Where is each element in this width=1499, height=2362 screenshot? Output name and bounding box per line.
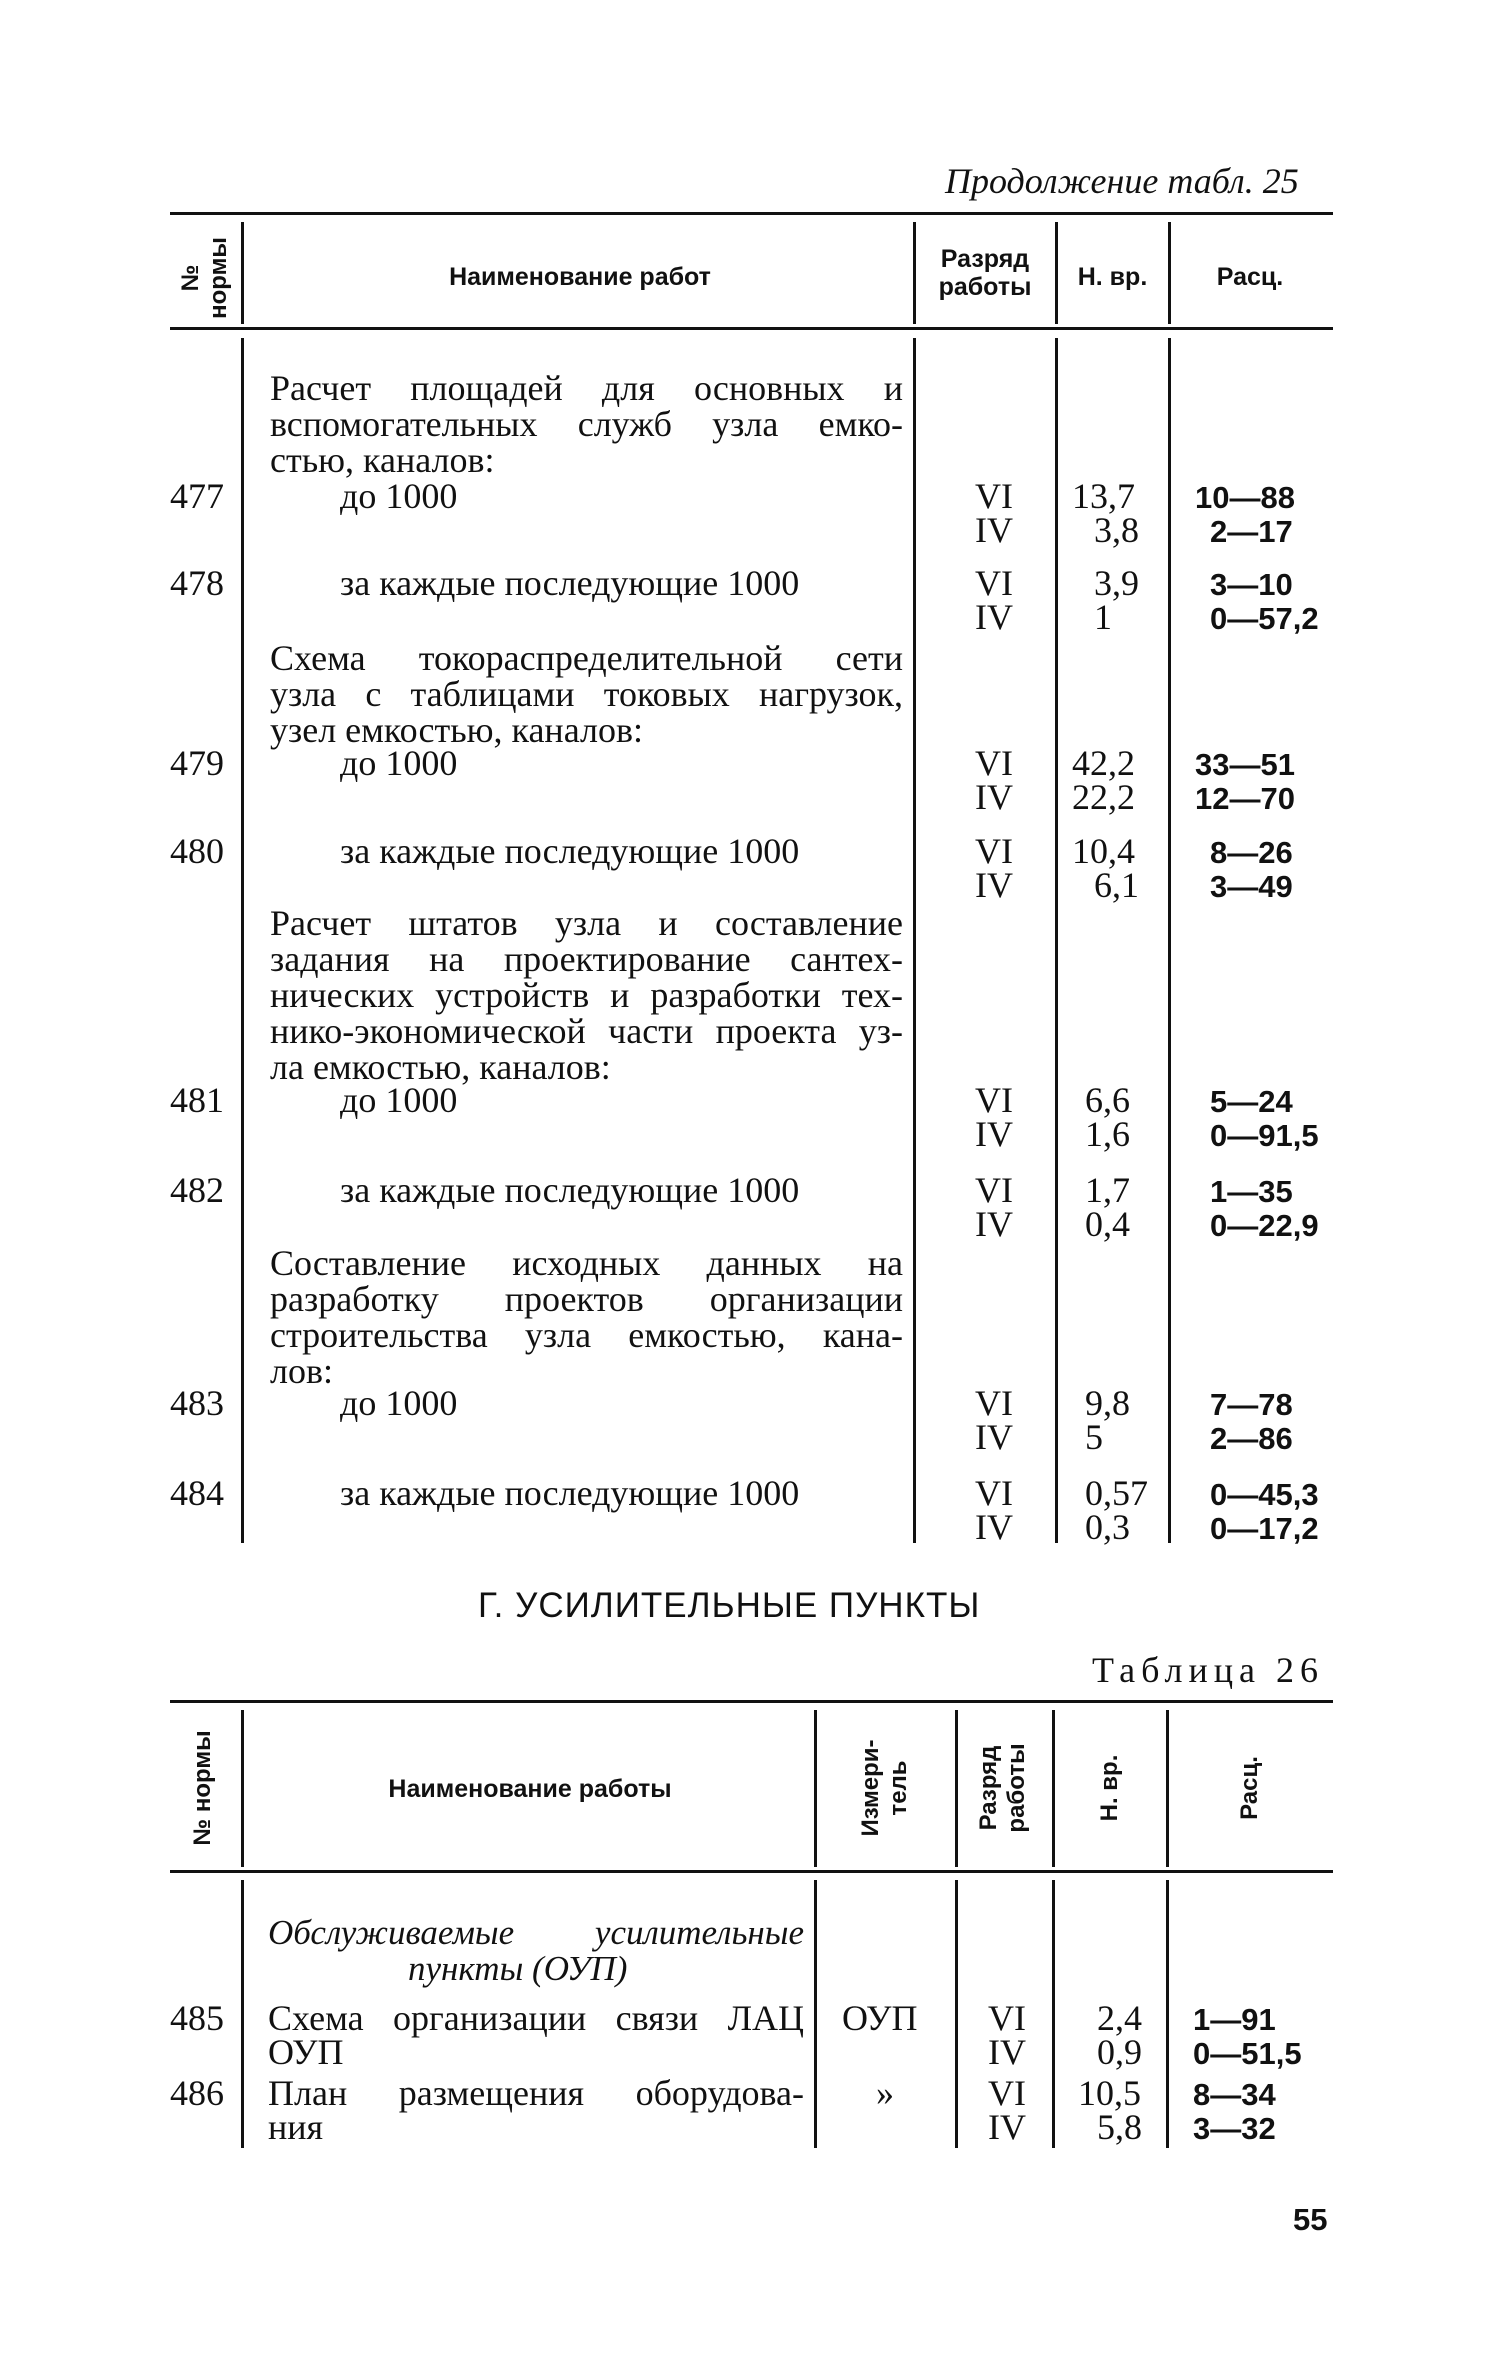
table-25-header-no: № нормы xyxy=(177,237,232,319)
table-26-header-divider xyxy=(1052,1710,1055,1867)
table-25-body-divider xyxy=(913,338,916,1543)
row-name: за каждые последующие 1000 xyxy=(340,831,800,871)
row-rate: 33—51 xyxy=(1195,747,1295,782)
row-grade: IV xyxy=(988,2107,1026,2147)
row-grade: VI xyxy=(988,2073,1026,2113)
row-rate: 10—88 xyxy=(1195,480,1295,515)
intro-line: Схема токораспределительной сети xyxy=(270,638,903,678)
row-grade: VI xyxy=(988,1998,1026,2038)
table-26-header-hours: Н. вр. xyxy=(1096,1754,1123,1822)
table-26-header-no: № нормы xyxy=(189,1730,216,1846)
table-26-header-divider xyxy=(814,1710,817,1867)
table-25-header-grade: Разряд работы xyxy=(938,245,1032,301)
intro-line: строительства узла емкостью, кана- xyxy=(270,1315,903,1355)
table-26-header-name: Наименование работы xyxy=(388,1775,672,1803)
row-hours: 0,3 xyxy=(1085,1507,1130,1547)
row-rate: 0—45,3 xyxy=(1210,1477,1319,1512)
table-26-header-divider xyxy=(955,1710,958,1867)
row-hours: 22,2 xyxy=(1072,777,1135,817)
row-number: 482 xyxy=(170,1170,224,1210)
row-hours: 10,5 xyxy=(1078,2073,1141,2113)
table-26-body-divider xyxy=(1166,1880,1169,2148)
row-rate: 3—10 xyxy=(1210,567,1293,602)
table-25-header-name: Наименование работ xyxy=(449,263,711,291)
intro-line: разработку проектов организации xyxy=(270,1279,903,1319)
intro-line: Составление исходных данных на xyxy=(270,1243,903,1283)
row-number: 479 xyxy=(170,743,224,783)
table-26-caption: Таблица 26 xyxy=(1092,1650,1324,1690)
row-rate: 1—91 xyxy=(1193,2002,1276,2037)
row-grade: IV xyxy=(975,1507,1013,1547)
row-grade: VI xyxy=(975,1170,1013,1210)
intro-line: нико-экономической части проекта уз- xyxy=(270,1011,903,1051)
table-25-header-rate: Расц. xyxy=(1216,263,1284,291)
row-rate: 5—24 xyxy=(1210,1084,1293,1119)
row-hours: 0,4 xyxy=(1085,1204,1130,1244)
row-rate: 7—78 xyxy=(1210,1387,1293,1422)
row-grade: VI xyxy=(975,563,1013,603)
row-rate: 8—26 xyxy=(1210,835,1293,870)
row-number: 486 xyxy=(170,2073,224,2113)
row-hours: 0,57 xyxy=(1085,1473,1148,1513)
table-25-header-divider xyxy=(913,222,916,324)
row-hours: 1 xyxy=(1094,597,1112,637)
row-hours: 9,8 xyxy=(1085,1383,1130,1423)
row-rate: 0—17,2 xyxy=(1210,1511,1319,1546)
table-26-subheading: пункты (ОУП) xyxy=(408,1949,628,1988)
row-rate: 3—32 xyxy=(1193,2111,1276,2146)
row-name: Схема организации связи ЛАЦ xyxy=(268,1998,804,2038)
table-25-body-divider xyxy=(1168,338,1171,1543)
row-grade: IV xyxy=(975,597,1013,637)
table-25-header-divider xyxy=(1055,222,1058,324)
row-number: 484 xyxy=(170,1473,224,1513)
intro-line: ла емкостью, каналов: xyxy=(270,1047,611,1087)
table-25-header-divider xyxy=(1168,222,1171,324)
row-name: ния xyxy=(268,2107,324,2147)
table-25-body-divider xyxy=(1055,338,1058,1543)
row-grade: VI xyxy=(975,1080,1013,1120)
table-26-header-divider xyxy=(241,1710,244,1867)
table-26-body-divider xyxy=(241,1880,244,2148)
row-grade: IV xyxy=(975,1204,1013,1244)
row-grade: IV xyxy=(975,1114,1013,1154)
table-26-header-grade: Разряд работы xyxy=(975,1743,1030,1833)
row-number: 481 xyxy=(170,1080,224,1120)
row-grade: VI xyxy=(975,476,1013,516)
row-name: до 1000 xyxy=(340,743,458,783)
table-25-top-rule xyxy=(170,212,1333,215)
table-26-body-divider xyxy=(1052,1880,1055,2148)
table-26-body-divider xyxy=(814,1880,817,2148)
row-hours: 10,4 xyxy=(1072,831,1135,871)
row-number: 480 xyxy=(170,831,224,871)
row-rate: 2—17 xyxy=(1210,514,1293,549)
row-grade: VI xyxy=(975,1383,1013,1423)
table-26-top-rule xyxy=(170,1700,1333,1703)
table-25-header-rule xyxy=(170,327,1333,330)
row-number: 478 xyxy=(170,563,224,603)
row-hours: 3,8 xyxy=(1094,510,1139,550)
table-26-body-divider xyxy=(955,1880,958,2148)
row-grade: VI xyxy=(975,1473,1013,1513)
row-meter: ОУП xyxy=(842,1998,918,2038)
row-hours: 42,2 xyxy=(1072,743,1135,783)
page-number: 55 xyxy=(1293,2202,1328,2237)
row-rate: 12—70 xyxy=(1195,781,1295,816)
section-heading: Г. УСИЛИТЕЛЬНЫЕ ПУНКТЫ xyxy=(478,1586,981,1625)
row-name: до 1000 xyxy=(340,1383,458,1423)
row-grade: VI xyxy=(975,743,1013,783)
intro-line: лов: xyxy=(270,1351,333,1391)
row-name: до 1000 xyxy=(340,476,458,516)
row-meter: » xyxy=(876,2073,894,2113)
table-26-header-meter: Измери-тель xyxy=(857,1739,912,1837)
row-hours: 5,8 xyxy=(1097,2107,1142,2147)
row-number: 485 xyxy=(170,1998,224,2038)
table-26-header-divider xyxy=(1166,1710,1169,1867)
row-rate: 0—57,2 xyxy=(1210,601,1319,636)
row-rate: 0—51,5 xyxy=(1193,2036,1302,2071)
row-grade: IV xyxy=(975,865,1013,905)
table-25-header-divider xyxy=(241,222,244,324)
row-hours: 6,6 xyxy=(1085,1080,1130,1120)
intro-line: задания на проектирование сантех- xyxy=(270,939,903,979)
row-rate: 3—49 xyxy=(1210,869,1293,904)
row-grade: VI xyxy=(975,831,1013,871)
intro-line: узел емкостью, каналов: xyxy=(270,710,643,750)
row-number: 477 xyxy=(170,476,224,516)
table-26-header-rule xyxy=(170,1870,1333,1873)
row-name: за каждые последующие 1000 xyxy=(340,563,800,603)
table-26-subheading: Обслуживаемые усилительные xyxy=(268,1913,804,1952)
row-grade: IV xyxy=(975,510,1013,550)
row-rate: 2—86 xyxy=(1210,1421,1293,1456)
row-rate: 0—91,5 xyxy=(1210,1118,1319,1153)
row-hours: 5 xyxy=(1085,1417,1103,1457)
row-rate: 1—35 xyxy=(1210,1174,1293,1209)
row-name: ОУП xyxy=(268,2032,344,2072)
row-name: за каждые последующие 1000 xyxy=(340,1473,800,1513)
row-rate: 8—34 xyxy=(1193,2077,1276,2112)
intro-line: стью, каналов: xyxy=(270,440,495,480)
row-hours: 0,9 xyxy=(1097,2032,1142,2072)
intro-line: вспомогательных служб узла емко- xyxy=(270,404,903,444)
row-hours: 3,9 xyxy=(1094,563,1139,603)
row-hours: 1,6 xyxy=(1085,1114,1130,1154)
row-hours: 1,7 xyxy=(1085,1170,1130,1210)
intro-line: Расчет штатов узла и составление xyxy=(270,903,903,943)
row-hours: 6,1 xyxy=(1094,865,1139,905)
table-25-body-divider xyxy=(241,338,244,1543)
table-25-header-hours: Н. вр. xyxy=(1077,263,1148,291)
row-rate: 0—22,9 xyxy=(1210,1208,1319,1243)
row-name: за каждые последующие 1000 xyxy=(340,1170,800,1210)
row-hours: 2,4 xyxy=(1097,1998,1142,2038)
intro-line: узла с таблицами токовых нагрузок, xyxy=(270,674,903,714)
intro-line: Расчет площадей для основных и xyxy=(270,368,903,408)
continuation-caption: Продолжение табл. 25 xyxy=(945,161,1299,201)
table-26-header-rate: Расц. xyxy=(1236,1756,1263,1820)
row-name: до 1000 xyxy=(340,1080,458,1120)
intro-line: нических устройств и разработки тех- xyxy=(270,975,903,1015)
row-grade: IV xyxy=(975,777,1013,817)
row-name: План размещения оборудова- xyxy=(268,2073,804,2113)
row-hours: 13,7 xyxy=(1072,476,1135,516)
row-grade: IV xyxy=(988,2032,1026,2072)
row-grade: IV xyxy=(975,1417,1013,1457)
row-number: 483 xyxy=(170,1383,224,1423)
